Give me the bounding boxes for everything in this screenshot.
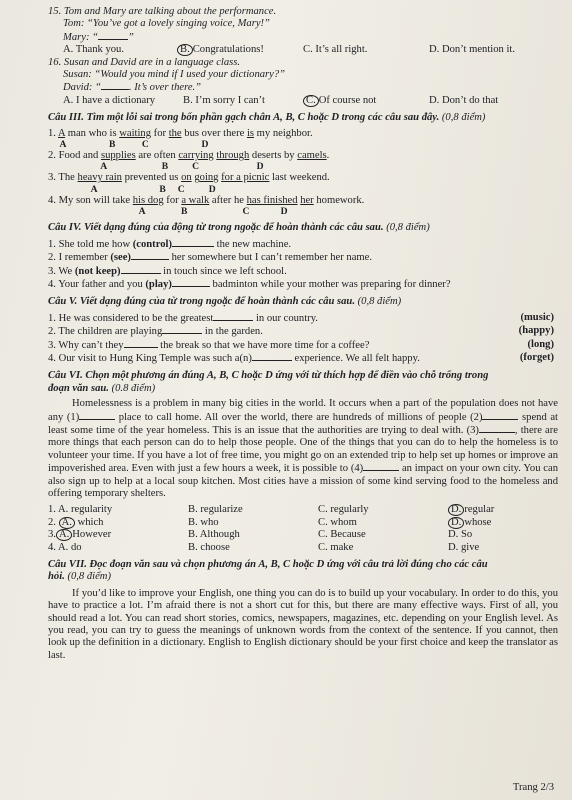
q16-options <box>48 95 558 107</box>
gap-blank <box>363 462 399 471</box>
page-number: Trang 2/3 <box>512 781 554 793</box>
gap-blank <box>79 411 115 420</box>
section-5-title: Câu V. Viết dạng đúng của từ trong ngoặc để hoàn thành các câu sau. (0,8 điểm) <box>48 296 402 308</box>
answer-blank <box>98 31 128 40</box>
circled-mark: C. <box>303 95 319 107</box>
q15-option-b[interactable]: B. Congratulations! <box>177 44 303 56</box>
circled-mark: B. <box>177 44 193 56</box>
option-letters: A B C D <box>48 161 264 173</box>
section-6-option-row: 1. A. regularity B. regularize C. regularly D. regular <box>48 504 495 516</box>
section-6-options <box>48 504 558 554</box>
section-3-title: Câu III. Tìm một lỗi sai trong bốn phần gạch chân A, B, C hoặc D trong các câu sau đây. (0,8 điểm) <box>48 112 486 124</box>
q15-tom: Tom: “You’ve got a lovely singing voice, Mary!” <box>63 18 270 30</box>
q16-option-a[interactable]: A. I have a dictionary <box>63 94 156 106</box>
gap-blank <box>479 424 515 433</box>
section-6-option-row: 2. A. which B. who C. whom D. whose <box>48 516 492 528</box>
section-4-item: 2. I remember (see) her somewhere but I can’t remember her name. <box>48 252 373 264</box>
section-7-title: Câu VII. Đọc đoạn văn sau và chọn phương án A, B, C hoặc D ứng với câu trả lời đúng cho các câu hỏi. (0,8 điểm) <box>48 559 488 583</box>
option-letters: A B C D <box>48 139 209 151</box>
section-3-item: 2. Food and supplies are often carrying through deserts by camels. A B C D <box>48 150 558 172</box>
section-3-item: 3. The heavy rain prevented us on going for a picnic last weekend. A B C D <box>48 172 558 194</box>
q15-stem: 15. Tom and Mary are talking about the performance. <box>48 6 277 17</box>
option-letters: A B C D <box>48 183 216 195</box>
answer-blank <box>101 81 129 90</box>
q15-option-a[interactable]: A. Thank you. <box>63 44 125 56</box>
gap-blank <box>482 411 518 420</box>
section-5-list <box>48 312 558 366</box>
section-4-item: 1. She told me how (control) the new machine. <box>48 238 292 250</box>
section-3-item: 1. A man who is waiting for the bus over there is my neighbor. A B C D <box>48 128 558 150</box>
section-6-option-row: 4. A. do B. choose C. make D. give <box>48 541 480 553</box>
q16-david: David: “ . It’s over there.” <box>63 82 202 94</box>
q16-option-c[interactable]: C. Of course not <box>303 95 429 107</box>
circled-mark: D. <box>448 504 464 516</box>
q15-option-d[interactable]: D. Don’t mention it. <box>429 44 516 56</box>
section-6-title: Câu VI. Chọn một phương án đúng A, B, C hoặc D ứng với từ thích hợp để điền vào chỗ trống trong đoạn văn sau. (0.8 điểm) <box>48 370 489 394</box>
q16-susan: Susan: “Would you mind if I used your dictionary?” <box>63 69 286 81</box>
section-4-item: 4. Your father and you (play) badminton while your mother was preparing for dinner? <box>48 278 451 290</box>
section-4-title: Câu IV. Viết dạng đúng của động từ trong ngoặc để hoàn thành các câu sau. (0,8 điểm) <box>48 222 430 234</box>
circled-mark: D. <box>448 517 464 529</box>
section-6-passage: Homelessness is a problem in many big cities in the world. It occurs when a part of the population does not have any (1) place to call home. All over the world, there are hundreds of millions of people (2) spend at least some time of the year homeless. This is an issue that the authorities are trying to deal with. (3) , there are more things that each person can do to help those people. One of the things that you can do to help the homeless is to volunteer your time. If you have a lot of free time, you might go on an extended trip to help set up homes or improve an impoverished area. Even with just a few hours a week, it is possible to (4) an impact on your own city. You can also sign up to help at a local soup kitchen. Most cities have a mission of some kind serving food to the homeless and offering temporary shelters. <box>48 398 559 499</box>
option-letters: A B C D <box>48 206 288 218</box>
section-5-item: 1. He was considered to be the greatest in our country. (music) <box>48 311 554 324</box>
circled-mark: A. <box>59 517 75 529</box>
section-4-item: 3. We (not keep) in touch since we left school. <box>48 265 287 277</box>
section-7-passage: If you’d like to improve your English, one thing you can do is to build up your vocabulary. In order to do this, you have to practice a lot. I’m afraid there is not a short cut for this, but there are many effective ways. First of all, you should read a lot. You can read short stories, comics, newspapers, magazines, etc. depending on your English level. As you read, you can try to guess the meanings of unknown words from the context of the sentence. If you cannot, then look up the definition in a dictionary. English to English dictionary should be your first choice and keep the translator as last. <box>48 587 558 661</box>
section-4-list <box>48 238 558 292</box>
q15-option-c[interactable]: C. It’s all right. <box>303 44 368 56</box>
q16-option-b[interactable]: B. I’m sorry I can’t <box>183 94 265 106</box>
q15-options <box>48 44 558 56</box>
circled-mark: A. <box>56 529 72 541</box>
section-5-item: 4. Our visit to Hung King Temple was such a(n) experience. We all felt happy. (forget) <box>48 351 554 364</box>
q16-stem: 16. Susan and David are in a language class. <box>48 56 241 68</box>
section-5-item: 3. Why can’t they the break so that we have more time for a coffee? (long) <box>48 338 554 351</box>
section-6-option-row: 3. A. However B. Although C. Because D. So <box>48 529 473 541</box>
q16-option-d[interactable]: D. Don’t do that <box>429 94 499 106</box>
section-3-item: 4. My son will take his dog for a walk after he has finished her homework. A B C D <box>48 195 558 217</box>
section-5-item: 2. The children are playing in the garden. (happy) <box>48 325 554 338</box>
q15-mary: Mary: “ ” <box>63 31 134 43</box>
